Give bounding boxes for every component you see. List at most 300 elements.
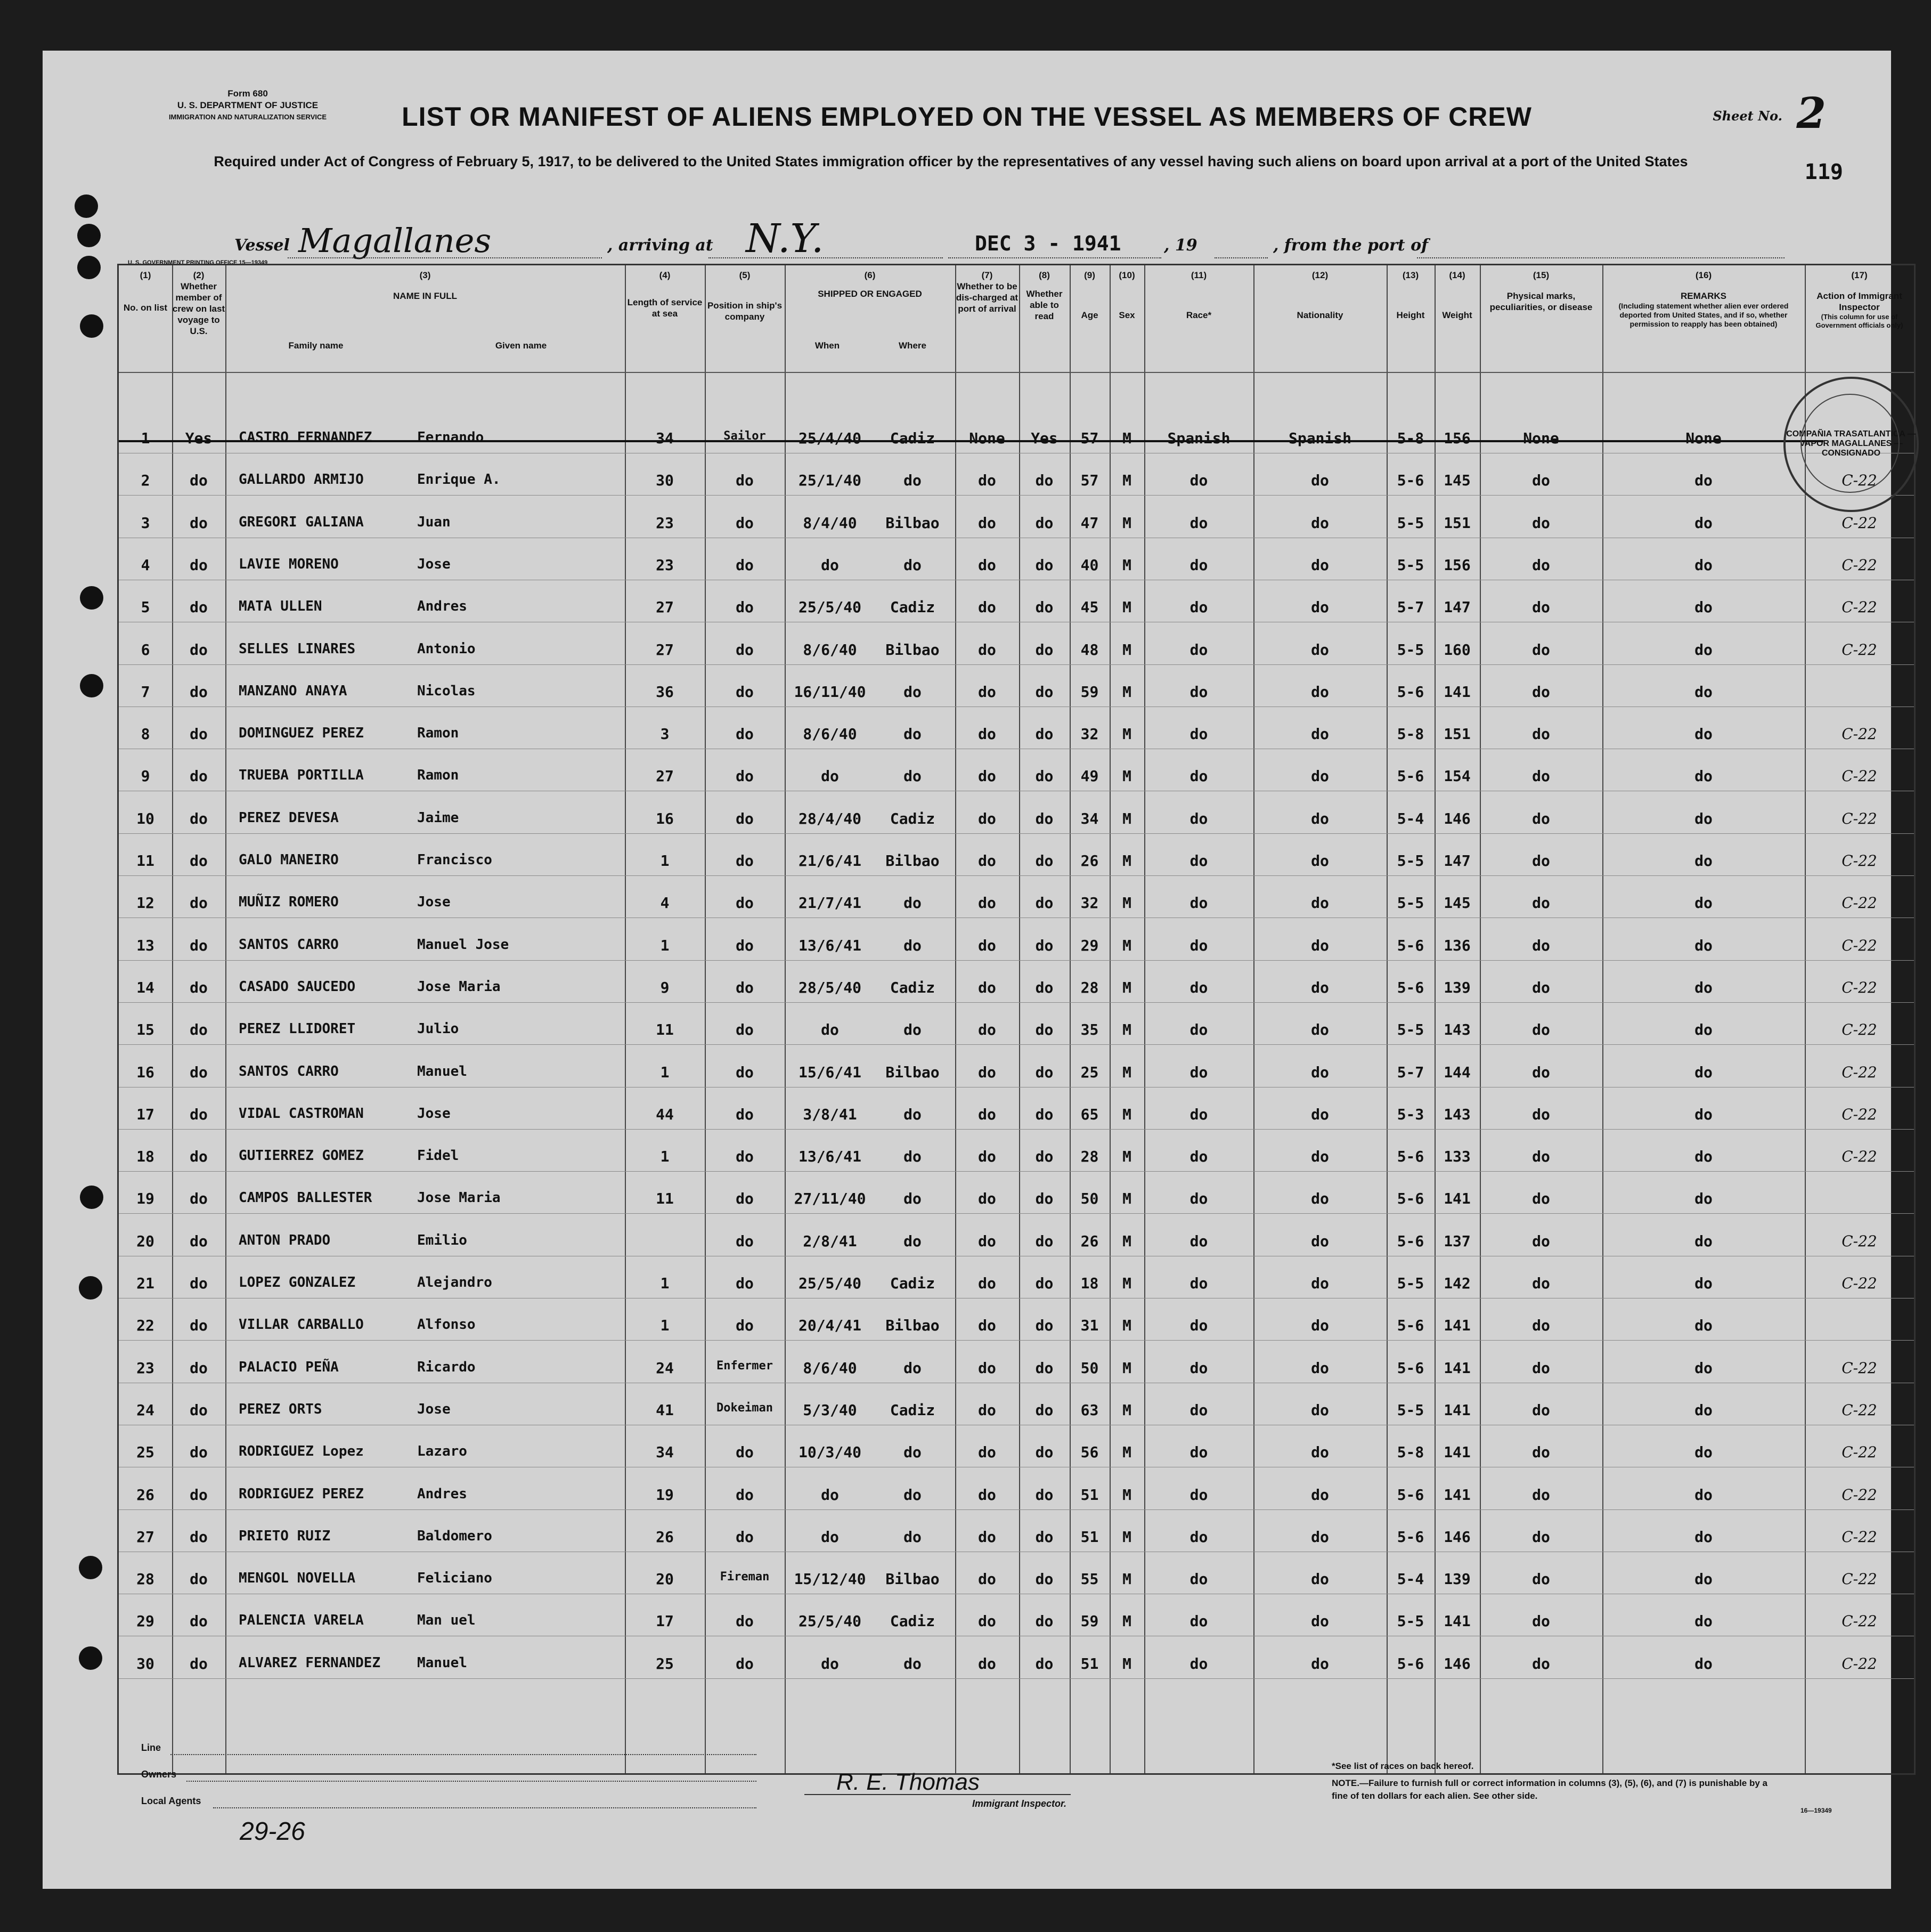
family-name-cell: CAMPOS BALLESTER	[239, 1190, 372, 1206]
age-cell: 57	[1080, 429, 1099, 447]
given-name-cell: Emilio	[417, 1232, 467, 1248]
able-to-read-cell: do	[1035, 598, 1054, 616]
able-to-read-cell: do	[1035, 1443, 1054, 1462]
weight-cell: 144	[1444, 1063, 1471, 1081]
last-voyage-cell: do	[190, 1232, 208, 1250]
shipped-where-cell: do	[903, 1654, 922, 1673]
able-to-read-cell: do	[1035, 936, 1054, 954]
weight-cell: 136	[1444, 936, 1471, 954]
nationality-cell: do	[1311, 852, 1329, 870]
row-rule	[119, 664, 1914, 665]
sex-cell: M	[1122, 1275, 1131, 1292]
row-number: 23	[136, 1359, 154, 1377]
row-number: 17	[136, 1105, 154, 1123]
inspector-action-cell: C-22	[1842, 1275, 1877, 1292]
given-name-cell: Manuel	[417, 1654, 467, 1671]
position-cell: Fireman	[720, 1570, 770, 1584]
family-name-cell: RODRIGUEZ PEREZ	[239, 1485, 364, 1502]
col-header-race: (11) Race*	[1186, 270, 1212, 320]
row-number: 27	[136, 1528, 154, 1546]
height-cell: 5-6	[1397, 1528, 1424, 1546]
family-name-cell: GALO MANEIRO	[239, 852, 339, 868]
discharged-cell: do	[978, 556, 996, 574]
shipped-when-cell: 25/1/40	[798, 472, 861, 490]
sex-cell: M	[1122, 978, 1131, 996]
able-to-read-cell: do	[1035, 1485, 1054, 1504]
position-cell: do	[736, 1485, 754, 1504]
age-cell: 51	[1080, 1654, 1099, 1673]
height-cell: 5-4	[1397, 809, 1424, 827]
last-voyage-cell: do	[190, 1317, 208, 1335]
discharged-cell: do	[978, 640, 996, 659]
inspector-action-cell: C-22	[1842, 1485, 1877, 1504]
weight-cell: 137	[1444, 1232, 1471, 1250]
given-name-cell: Feliciano	[417, 1570, 492, 1587]
shipped-where-cell: Bilbao	[885, 514, 940, 532]
shipped-where-cell: do	[903, 556, 922, 574]
physical-marks-cell: do	[1532, 767, 1550, 785]
last-voyage-cell: do	[190, 1401, 208, 1419]
shipped-where-cell: do	[903, 1232, 922, 1250]
race-cell: do	[1189, 725, 1208, 743]
weight-cell: 141	[1444, 1317, 1471, 1335]
weight-cell: 147	[1444, 598, 1471, 616]
sex-cell: M	[1122, 1401, 1131, 1419]
weight-cell: 145	[1444, 472, 1471, 490]
form-code: 16—19349	[1800, 1807, 1832, 1814]
owners-label: Owners	[141, 1769, 177, 1780]
remarks-cell: do	[1694, 1485, 1713, 1504]
height-cell: 5-5	[1397, 1021, 1424, 1039]
given-name-cell: Baldomero	[417, 1528, 492, 1544]
row-number: 13	[136, 936, 154, 954]
race-cell: do	[1189, 852, 1208, 870]
shipped-when-cell: do	[821, 1528, 839, 1546]
given-name-cell: Ricardo	[417, 1359, 476, 1375]
shipped-where-cell: do	[903, 936, 922, 954]
discharged-cell: do	[978, 1232, 996, 1250]
nationality-cell: do	[1311, 1232, 1329, 1250]
row-number: 8	[141, 725, 150, 743]
discharged-cell: do	[978, 598, 996, 616]
able-to-read-cell: do	[1035, 978, 1054, 996]
remarks-cell: do	[1694, 894, 1713, 912]
remarks-cell: do	[1694, 1570, 1713, 1588]
able-to-read-cell: do	[1035, 767, 1054, 785]
shipped-when-cell: 28/5/40	[798, 978, 861, 996]
sex-cell: M	[1122, 1021, 1131, 1039]
nationality-cell: do	[1311, 978, 1329, 996]
inspector-action-cell: C-22	[1842, 1654, 1877, 1673]
family-name-cell: LOPEZ GONZALEZ	[239, 1275, 356, 1290]
weight-cell: 133	[1444, 1148, 1471, 1166]
physical-marks-cell: do	[1532, 1528, 1550, 1546]
remarks-cell: do	[1694, 1443, 1713, 1462]
row-rule	[119, 1129, 1914, 1130]
row-number: 4	[141, 556, 150, 574]
shipped-where-cell: Bilbao	[885, 852, 940, 870]
service-length-cell: 34	[656, 429, 674, 447]
weight-cell: 145	[1444, 894, 1471, 912]
shipped-when-cell: 21/6/41	[798, 852, 861, 870]
col-header-family-name: Family name	[288, 340, 344, 351]
weight-cell: 143	[1444, 1105, 1471, 1123]
age-cell: 45	[1080, 598, 1099, 616]
remarks-cell: do	[1694, 1148, 1713, 1166]
height-cell: 5-5	[1397, 556, 1424, 574]
printing-office-line: U. S. GOVERNMENT PRINTING OFFICE 15—19349	[128, 259, 268, 266]
race-cell: do	[1189, 1190, 1208, 1208]
family-name-cell: MANZANO ANAYA	[239, 683, 347, 699]
age-cell: 51	[1080, 1528, 1099, 1546]
family-name-cell: VIDAL CASTROMAN	[239, 1105, 364, 1122]
remarks-cell: do	[1694, 725, 1713, 743]
discharged-cell: None	[969, 429, 1005, 447]
age-cell: 28	[1080, 978, 1099, 996]
col-header-position: (5) Position in ship's company	[707, 270, 783, 322]
given-name-cell: Julio	[417, 1021, 459, 1037]
remarks-cell: do	[1694, 1654, 1713, 1673]
race-cell: do	[1189, 1232, 1208, 1250]
row-rule	[119, 875, 1914, 876]
able-to-read-cell: do	[1035, 1528, 1054, 1546]
service-length-cell: 19	[656, 1485, 674, 1504]
row-rule	[119, 1340, 1914, 1341]
able-to-read-cell: do	[1035, 1021, 1054, 1039]
age-cell: 18	[1080, 1275, 1099, 1292]
able-to-read-cell: do	[1035, 1401, 1054, 1419]
handwritten-count: 29-26	[240, 1817, 305, 1846]
discharged-cell: do	[978, 852, 996, 870]
last-voyage-cell: do	[190, 1570, 208, 1588]
race-cell: do	[1189, 1654, 1208, 1673]
row-number: 25	[136, 1443, 154, 1462]
position-cell: do	[736, 683, 754, 701]
row-number: 6	[141, 640, 150, 659]
shipped-where-cell: Bilbao	[885, 1063, 940, 1081]
able-to-read-cell: do	[1035, 1232, 1054, 1250]
physical-marks-cell: do	[1532, 1275, 1550, 1292]
remarks-cell: None	[1685, 429, 1722, 447]
penalty-note	[1332, 1777, 1769, 1803]
service-length-cell: 27	[656, 767, 674, 785]
inspector-action-cell: C-22	[1842, 894, 1877, 912]
row-rule	[119, 1509, 1914, 1510]
remarks-cell: do	[1694, 683, 1713, 701]
service-length-cell: 16	[656, 809, 674, 827]
remarks-cell: do	[1694, 1317, 1713, 1335]
nationality-cell: do	[1311, 1063, 1329, 1081]
given-name-cell: Francisco	[417, 852, 492, 868]
last-voyage-cell: do	[190, 1654, 208, 1673]
weight-cell: 143	[1444, 1021, 1471, 1039]
row-number: 7	[141, 683, 150, 701]
inspector-signature: R. E. Thomas	[836, 1769, 980, 1795]
shipped-when-cell: do	[821, 1021, 839, 1039]
row-number: 1	[141, 429, 150, 447]
remarks-cell: do	[1694, 1190, 1713, 1208]
position-cell: Enfermer	[716, 1359, 773, 1373]
shipped-when-cell: 25/5/40	[798, 598, 861, 616]
position-cell: Sailor	[723, 429, 766, 443]
discharged-cell: do	[978, 1401, 996, 1419]
shipped-where-cell: do	[903, 725, 922, 743]
from-port-label: , from the port of	[1273, 236, 1429, 255]
last-voyage-cell: do	[190, 1485, 208, 1504]
nationality-cell: do	[1311, 598, 1329, 616]
arrival-date-stamp: DEC 3 - 1941	[975, 232, 1121, 255]
family-name-cell: CASADO SAUCEDO	[239, 978, 356, 995]
height-cell: 5-6	[1397, 936, 1424, 954]
sex-cell: M	[1122, 1148, 1131, 1166]
remarks-cell: do	[1694, 978, 1713, 996]
family-name-cell: MUÑIZ ROMERO	[239, 894, 339, 911]
remarks-cell: do	[1694, 809, 1713, 827]
nationality-cell: do	[1311, 894, 1329, 912]
inspector-action-cell: C-22	[1842, 1148, 1877, 1166]
race-cell: do	[1189, 683, 1208, 701]
physical-marks-cell: None	[1523, 429, 1559, 447]
weight-cell: 139	[1444, 1570, 1471, 1588]
col-header-age: (9) Age	[1081, 270, 1098, 320]
position-cell: do	[736, 809, 754, 827]
row-number: 11	[136, 852, 154, 870]
service-length-cell: 36	[656, 683, 674, 701]
row-number: 28	[136, 1570, 154, 1588]
inspector-action-cell: C-22	[1842, 640, 1877, 659]
family-name-cell: VILLAR CARBALLO	[239, 1317, 364, 1333]
binder-hole	[77, 256, 101, 279]
physical-marks-cell: do	[1532, 1063, 1550, 1081]
discharged-cell: do	[978, 767, 996, 785]
row-rule	[119, 1002, 1914, 1003]
able-to-read-cell: do	[1035, 1275, 1054, 1292]
shipped-when-cell: 5/3/40	[803, 1401, 857, 1419]
row-number: 10	[136, 809, 154, 827]
given-name-cell: Manuel Jose	[417, 936, 509, 953]
row-rule	[119, 495, 1914, 496]
physical-marks-cell: do	[1532, 978, 1550, 996]
shipped-when-cell: 25/4/40	[798, 429, 861, 447]
discharged-cell: do	[978, 1612, 996, 1630]
shipped-where-cell: do	[903, 472, 922, 490]
position-cell: do	[736, 852, 754, 870]
shipped-where-cell: Cadiz	[890, 1401, 935, 1419]
remarks-cell: do	[1694, 1359, 1713, 1377]
sex-cell: M	[1122, 1190, 1131, 1208]
row-number: 26	[136, 1485, 154, 1504]
nationality-cell: do	[1311, 1485, 1329, 1504]
age-cell: 49	[1080, 767, 1099, 785]
row-number: 16	[136, 1063, 154, 1081]
able-to-read-cell: do	[1035, 1612, 1054, 1630]
inspector-action-cell: C-22	[1842, 1063, 1877, 1081]
physical-marks-cell: do	[1532, 640, 1550, 659]
given-name-cell: Andres	[417, 1485, 467, 1502]
last-voyage-cell: do	[190, 472, 208, 490]
sex-cell: M	[1122, 1317, 1131, 1335]
position-cell: do	[736, 1654, 754, 1673]
col-header-height: (13) Height	[1396, 270, 1425, 320]
service-length-cell: 1	[660, 1317, 670, 1335]
sex-cell: M	[1122, 640, 1131, 659]
stamped-page-number: 119	[1804, 160, 1843, 184]
position-cell: do	[736, 1317, 754, 1335]
weight-cell: 141	[1444, 1359, 1471, 1377]
service-length-cell: 1	[660, 1148, 670, 1166]
shipped-when-cell: 3/8/41	[803, 1105, 857, 1123]
binder-hole	[79, 1646, 102, 1670]
nationality-cell: do	[1311, 1021, 1329, 1039]
last-voyage-cell: do	[190, 556, 208, 574]
physical-marks-cell: do	[1532, 1654, 1550, 1673]
height-cell: 5-4	[1397, 1570, 1424, 1588]
able-to-read-cell: do	[1035, 1190, 1054, 1208]
service-length-cell: 41	[656, 1401, 674, 1419]
service-length-cell: 11	[656, 1190, 674, 1208]
vessel-name: Magallanes	[298, 221, 492, 260]
family-name-cell: PALENCIA VARELA	[239, 1612, 364, 1629]
remarks-cell: do	[1694, 556, 1713, 574]
shipped-where-cell: Cadiz	[890, 978, 935, 996]
discharged-cell: do	[978, 978, 996, 996]
age-cell: 50	[1080, 1359, 1099, 1377]
race-cell: do	[1189, 1359, 1208, 1377]
discharged-cell: do	[978, 894, 996, 912]
remarks-cell: do	[1694, 472, 1713, 490]
last-voyage-cell: do	[190, 1275, 208, 1292]
shipped-when-cell: 15/12/40	[794, 1570, 866, 1588]
sex-cell: M	[1122, 683, 1131, 701]
local-agents-label: Local Agents	[141, 1796, 201, 1806]
physical-marks-cell: do	[1532, 1359, 1550, 1377]
shipped-when-cell: 16/11/40	[794, 683, 866, 701]
physical-marks-cell: do	[1532, 1401, 1550, 1419]
family-name-cell: GREGORI GALIANA	[239, 514, 364, 530]
position-cell: do	[736, 1528, 754, 1546]
weight-cell: 146	[1444, 809, 1471, 827]
height-cell: 5-6	[1397, 978, 1424, 996]
service-length-cell: 17	[656, 1612, 674, 1630]
height-cell: 5-6	[1397, 1654, 1424, 1673]
position-cell: do	[736, 1063, 754, 1081]
shipped-when-cell: 28/4/40	[798, 809, 861, 827]
family-name-cell: ANTON PRADO	[239, 1232, 331, 1248]
race-cell: do	[1189, 514, 1208, 532]
height-cell: 5-5	[1397, 1401, 1424, 1419]
inspector-action-cell: C-22	[1842, 1443, 1877, 1462]
discharged-cell: do	[978, 1063, 996, 1081]
age-cell: 31	[1080, 1317, 1099, 1335]
discharged-cell: do	[978, 1275, 996, 1292]
shipped-where-cell: do	[903, 1443, 922, 1462]
position-cell: do	[736, 598, 754, 616]
able-to-read-cell: do	[1035, 725, 1054, 743]
able-to-read-cell: do	[1035, 514, 1054, 532]
family-name-cell: GALLARDO ARMIJO	[239, 472, 364, 488]
physical-marks-cell: do	[1532, 894, 1550, 912]
race-cell: do	[1189, 767, 1208, 785]
service-length-cell: 25	[656, 1654, 674, 1673]
family-name-cell: ALVAREZ FERNANDEZ	[239, 1654, 381, 1671]
col-header-sex: (10) Sex	[1119, 270, 1135, 320]
weight-cell: 142	[1444, 1275, 1471, 1292]
position-cell: do	[736, 1612, 754, 1630]
shipped-when-cell: 25/5/40	[798, 1612, 861, 1630]
remarks-cell: do	[1694, 767, 1713, 785]
height-cell: 5-3	[1397, 1105, 1424, 1123]
service-length-cell: 4	[660, 894, 670, 912]
nationality-cell: do	[1311, 514, 1329, 532]
family-name-cell: SELLES LINARES	[239, 640, 356, 657]
physical-marks-cell: do	[1532, 936, 1550, 954]
height-cell: 5-6	[1397, 1148, 1424, 1166]
weight-cell: 154	[1444, 767, 1471, 785]
remarks-cell: do	[1694, 852, 1713, 870]
shipped-when-cell: 2/8/41	[803, 1232, 857, 1250]
inspector-action-cell: C-22	[1842, 598, 1877, 616]
service-length-cell: 20	[656, 1570, 674, 1588]
position-cell: do	[736, 725, 754, 743]
physical-marks-cell: do	[1532, 1021, 1550, 1039]
last-voyage-cell: do	[190, 1443, 208, 1462]
races-note: *See list of races on back hereof.	[1332, 1761, 1474, 1771]
weight-cell: 147	[1444, 852, 1471, 870]
position-cell: do	[736, 1148, 754, 1166]
discharged-cell: do	[978, 683, 996, 701]
nationality-cell: do	[1311, 640, 1329, 659]
given-name-cell: Juan	[417, 514, 451, 530]
col-header-inspector-action: (17) Action of Immigrant Inspector (This column for use of Government officials only)	[1815, 270, 1903, 329]
weight-cell: 151	[1444, 725, 1471, 743]
height-cell: 5-6	[1397, 1317, 1424, 1335]
position-cell: do	[736, 1232, 754, 1250]
physical-marks-cell: do	[1532, 514, 1550, 532]
given-name-cell: Jose	[417, 1105, 451, 1122]
manifest-sheet	[43, 51, 1916, 1889]
nationality-cell: do	[1311, 767, 1329, 785]
age-cell: 28	[1080, 1148, 1099, 1166]
race-cell: do	[1189, 894, 1208, 912]
shipped-when-cell: 8/6/40	[803, 640, 857, 659]
service-length-cell: 1	[660, 1275, 670, 1292]
able-to-read-cell: Yes	[1031, 429, 1058, 447]
remarks-cell: do	[1694, 1612, 1713, 1630]
given-name-cell: Andres	[417, 598, 467, 615]
nationality-cell: do	[1311, 683, 1329, 701]
given-name-cell: Ramon	[417, 767, 459, 784]
inspector-action-cell: C-22	[1842, 767, 1877, 785]
service-length-cell: 24	[656, 1359, 674, 1377]
remarks-cell: do	[1694, 1232, 1713, 1250]
binder-hole	[80, 674, 103, 697]
remarks-cell: do	[1694, 598, 1713, 616]
col-header-discharged: (7) Whether to be dis-charged at port of arrival	[956, 270, 1019, 314]
weight-cell: 146	[1444, 1528, 1471, 1546]
height-cell: 5-7	[1397, 598, 1424, 616]
service-length-cell: 11	[656, 1021, 674, 1039]
remarks-cell: do	[1694, 1105, 1713, 1123]
discharged-cell: do	[978, 1528, 996, 1546]
shipped-where-cell: do	[903, 1105, 922, 1123]
discharged-cell: do	[978, 1317, 996, 1335]
binder-hole	[80, 586, 103, 610]
age-cell: 47	[1080, 514, 1099, 532]
shipped-when-cell: 20/4/41	[798, 1317, 861, 1335]
able-to-read-cell: do	[1035, 894, 1054, 912]
nationality-cell: do	[1311, 1654, 1329, 1673]
race-cell: do	[1189, 936, 1208, 954]
